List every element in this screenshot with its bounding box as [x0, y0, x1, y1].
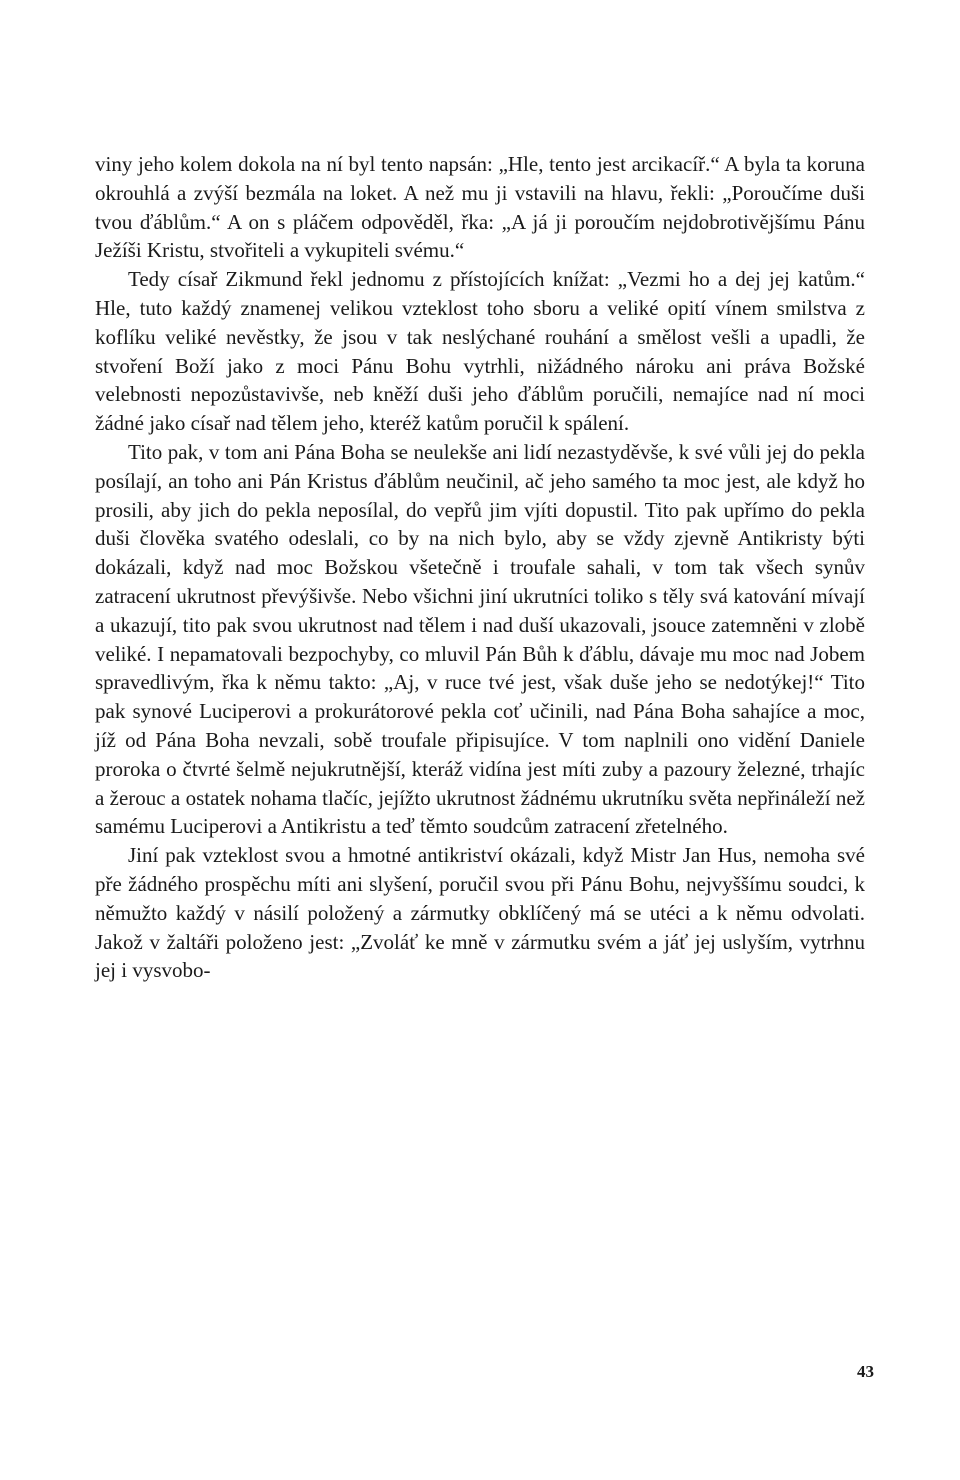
page-number: 43 — [857, 1362, 874, 1381]
paragraph-4: Jiní pak vzteklost svou a hmotné antikriství okázali, když Mistr Jan Hus, nemoha své pře žádného prospěchu míti ani slyšení, poručil svou při Pánu Bohu, nejvyššímu soudci, k němužto každý v násilí položený a zármutky obklíčený má se utéci a k němu odvolati. Jakož v žaltáři položeno jest: „Zvoláť ke mně v zármutku svém a jáť jej uslyším, vytrhnu jej i vysvobo- — [95, 843, 865, 983]
paragraph-3: Tito pak, v tom ani Pána Boha se neulekše ani lidí nezastyděvše, k své vůli jej do pekla posílají, an toho ani Pán Kristus ďáblům neučinil, ač jeho samého ta moc jest, ale když ho prosili, aby jich do pekla neposílal, do vepřů jim vjíti dopustil. Tito pak upřímo do pekla duši člověka svatého odeslali, co by na nich bylo, aby se vždy zjevně Antikristy býti dokázali, když nad moc Božskou všetečně i troufale sahali, v tom tak všech synův zatracení ukrutnost převýšivše. Nebo všichni jiní ukrutníci toliko s těly svá katování mívají a ukazují, tito pak svou ukrutnost nad tělem i nad duší ukazovali, jsouce zatemněni v zlobě veliké. I nepamatovali bezpochyby, co mluvil Pán Bůh k ďáblu, dávaje mu moc nad Jobem spravedlivým, řka k němu takto: „Aj, v ruce tvé jest, však duše jeho se nedotýkej!“ Tito pak synové Luciperovi a prokurátorové pekla coť učinili, nad Pána Boha sahajíce a moc, jíž od Pána Boha nevzali, sobě troufale připisujíce. V tom naplnili ono vidění Daniele proroka o čtvrté šelmě nejukrutnější, kteráž vidína jest míti zuby a pazoury železné, trhajíc a žerouc a ostatek nohama tlačíc, jejížto ukrutnost žádnému ukrutníku světa nepřináleží než samému Luciperovi a Antikristu a teď těmto soudcům zatracení zřetelného. — [95, 439, 865, 839]
paragraph-2: Tedy císař Zikmund řekl jednomu z přístojících knížat: „Vezmi ho a dej jej katům.“ Hle, tuto každý znamenej velikou vzteklost toho sboru a veliké opití vínem smilstva z koflíku veliké nevěstky, že jsou v tak neslýchané rouhání a smělost vešli a upadli, že stvoření Boží jako z moci Pánu Bohu vytrhli, nižádného nároku ani práva Božské velebnosti nepozůstavivše, neb kněží duši jeho ďáblům poručili, nemajíce nad ní moci žádné jako císař nad tělem jeho, kteréž katům poručil k spálení. — [95, 267, 865, 436]
paragraph-1: viny jeho kolem dokola na ní byl tento napsán: „Hle, tento jest arcikacíř.“ A byla ta koruna okrouhlá a zvýší bezmála na loket. A než mu ji vstavili na hlavu, řekli: „Poroučíme duši tvou ďáblům.“ A on s pláčem odpověděl, řka: „A já ji poroučím nejdobrotivějšímu Pánu Ježíši Kristu, stvořiteli a vykupiteli svému.“ — [95, 152, 865, 263]
body-text — [95, 150, 865, 985]
